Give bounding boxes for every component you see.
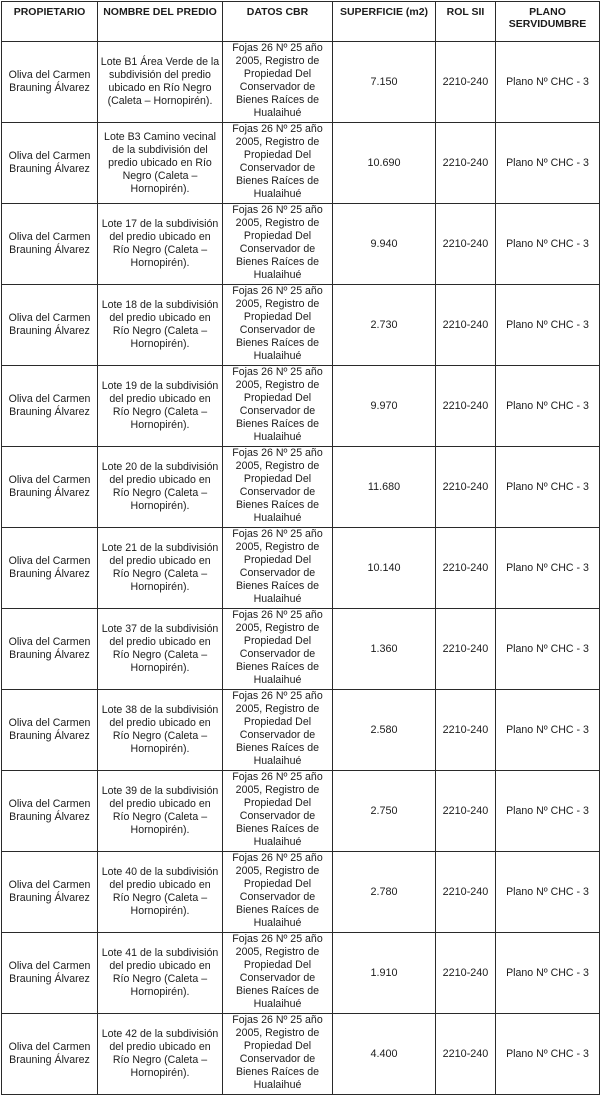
- cell-nombre-predio: Lote 37 de la subdivisión del predio ubicado en Río Negro (Caleta – Hornopirén).: [98, 609, 223, 690]
- cell-superficie: 1.910: [333, 933, 436, 1014]
- cell-nombre-predio: Lote 19 de la subdivisión del predio ubicado en Río Negro (Caleta – Hornopirén).: [98, 366, 223, 447]
- cell-rol-sii: 2210-240: [436, 42, 496, 123]
- cell-propietario: Oliva del Carmen Brauning Álvarez: [2, 1014, 98, 1095]
- cell-nombre-predio: Lote 18 de la subdivisión del predio ubicado en Río Negro (Caleta – Hornopirén).: [98, 285, 223, 366]
- cell-superficie: 9.940: [333, 204, 436, 285]
- cell-propietario: Oliva del Carmen Brauning Álvarez: [2, 690, 98, 771]
- cell-datos-cbr: Fojas 26 Nº 25 año 2005, Registro de Propiedad Del Conservador de Bienes Raíces de Hualaihué: [223, 690, 333, 771]
- cell-rol-sii: 2210-240: [436, 204, 496, 285]
- cell-rol-sii: 2210-240: [436, 285, 496, 366]
- cell-rol-sii: 2210-240: [436, 609, 496, 690]
- table-row: [2, 609, 600, 690]
- cell-nombre-predio: Lote 38 de la subdivisión del predio ubicado en Río Negro (Caleta – Hornopirén).: [98, 690, 223, 771]
- property-table: [1, 1, 600, 1095]
- cell-superficie: 7.150: [333, 42, 436, 123]
- cell-plano-servidumbre: Plano Nº CHC - 3: [496, 1014, 600, 1095]
- table-row: [2, 366, 600, 447]
- header-propietario: PROPIETARIO: [2, 2, 98, 42]
- cell-nombre-predio: Lote 17 de la subdivisión del predio ubicado en Río Negro (Caleta – Hornopirén).: [98, 204, 223, 285]
- cell-plano-servidumbre: Plano Nº CHC - 3: [496, 609, 600, 690]
- cell-plano-servidumbre: Plano Nº CHC - 3: [496, 933, 600, 1014]
- table-row: [2, 285, 600, 366]
- cell-nombre-predio: Lote 39 de la subdivisión del predio ubicado en Río Negro (Caleta – Hornopirén).: [98, 771, 223, 852]
- cell-superficie: 2.750: [333, 771, 436, 852]
- cell-propietario: Oliva del Carmen Brauning Álvarez: [2, 447, 98, 528]
- cell-datos-cbr: Fojas 26 Nº 25 año 2005, Registro de Propiedad Del Conservador de Bienes Raíces de Hualaihué: [223, 1014, 333, 1095]
- table-row: [2, 852, 600, 933]
- cell-nombre-predio: Lote 20 de la subdivisión del predio ubicado en Río Negro (Caleta – Hornopirén).: [98, 447, 223, 528]
- cell-rol-sii: 2210-240: [436, 366, 496, 447]
- cell-datos-cbr: Fojas 26 Nº 25 año 2005, Registro de Propiedad Del Conservador de Bienes Raíces de Hualaihué: [223, 852, 333, 933]
- cell-datos-cbr: Fojas 26 Nº 25 año 2005, Registro de Propiedad Del Conservador de Bienes Raíces de Hualaihué: [223, 609, 333, 690]
- cell-nombre-predio: Lote B3 Camino vecinal de la subdivisión del predio ubicado en Río Negro (Caleta – Hornopirén).: [98, 123, 223, 204]
- header-rol-sii: ROL SII: [436, 2, 496, 42]
- cell-superficie: 10.140: [333, 528, 436, 609]
- cell-datos-cbr: Fojas 26 Nº 25 año 2005, Registro de Propiedad Del Conservador de Bienes Raíces de Hualaihué: [223, 285, 333, 366]
- cell-plano-servidumbre: Plano Nº CHC - 3: [496, 42, 600, 123]
- cell-propietario: Oliva del Carmen Brauning Álvarez: [2, 933, 98, 1014]
- cell-propietario: Oliva del Carmen Brauning Álvarez: [2, 42, 98, 123]
- cell-nombre-predio: Lote 41 de la subdivisión del predio ubicado en Río Negro (Caleta – Hornopirén).: [98, 933, 223, 1014]
- table-row: [2, 42, 600, 123]
- table-row: [2, 933, 600, 1014]
- cell-superficie: 11.680: [333, 447, 436, 528]
- cell-datos-cbr: Fojas 26 Nº 25 año 2005, Registro de Propiedad Del Conservador de Bienes Raíces de Hualaihué: [223, 528, 333, 609]
- cell-superficie: 4.400: [333, 1014, 436, 1095]
- cell-superficie: 9.970: [333, 366, 436, 447]
- cell-rol-sii: 2210-240: [436, 852, 496, 933]
- header-plano-servidumbre: PLANO SERVIDUMBRE: [496, 2, 600, 42]
- cell-propietario: Oliva del Carmen Brauning Álvarez: [2, 609, 98, 690]
- cell-nombre-predio: Lote B1 Área Verde de la subdivisión del predio ubicado en Río Negro (Caleta – Hornopirén).: [98, 42, 223, 123]
- cell-plano-servidumbre: Plano Nº CHC - 3: [496, 123, 600, 204]
- cell-rol-sii: 2210-240: [436, 123, 496, 204]
- cell-rol-sii: 2210-240: [436, 447, 496, 528]
- table-row: [2, 204, 600, 285]
- cell-datos-cbr: Fojas 26 Nº 25 año 2005, Registro de Propiedad Del Conservador de Bienes Raíces de Hualaihué: [223, 447, 333, 528]
- cell-propietario: Oliva del Carmen Brauning Álvarez: [2, 204, 98, 285]
- cell-datos-cbr: Fojas 26 Nº 25 año 2005, Registro de Propiedad Del Conservador de Bienes Raíces de Hualaihué: [223, 366, 333, 447]
- cell-superficie: 1.360: [333, 609, 436, 690]
- cell-nombre-predio: Lote 42 de la subdivisión del predio ubicado en Río Negro (Caleta – Hornopirén).: [98, 1014, 223, 1095]
- cell-superficie: 2.780: [333, 852, 436, 933]
- cell-datos-cbr: Fojas 26 Nº 25 año 2005, Registro de Propiedad Del Conservador de Bienes Raíces de Hualaihué: [223, 123, 333, 204]
- cell-plano-servidumbre: Plano Nº CHC - 3: [496, 771, 600, 852]
- cell-plano-servidumbre: Plano Nº CHC - 3: [496, 447, 600, 528]
- table-row: [2, 1014, 600, 1095]
- cell-superficie: 2.580: [333, 690, 436, 771]
- header-superficie: SUPERFICIE (m2): [333, 2, 436, 42]
- table-row: [2, 123, 600, 204]
- cell-rol-sii: 2210-240: [436, 1014, 496, 1095]
- table-row: [2, 690, 600, 771]
- cell-datos-cbr: Fojas 26 Nº 25 año 2005, Registro de Propiedad Del Conservador de Bienes Raíces de Hualaihué: [223, 204, 333, 285]
- header-nombre-predio: NOMBRE DEL PREDIO: [98, 2, 223, 42]
- cell-plano-servidumbre: Plano Nº CHC - 3: [496, 528, 600, 609]
- cell-nombre-predio: Lote 40 de la subdivisión del predio ubicado en Río Negro (Caleta – Hornopirén).: [98, 852, 223, 933]
- table-header-row: [2, 2, 600, 42]
- cell-propietario: Oliva del Carmen Brauning Álvarez: [2, 285, 98, 366]
- cell-propietario: Oliva del Carmen Brauning Álvarez: [2, 852, 98, 933]
- header-datos-cbr: DATOS CBR: [223, 2, 333, 42]
- cell-plano-servidumbre: Plano Nº CHC - 3: [496, 366, 600, 447]
- cell-superficie: 2.730: [333, 285, 436, 366]
- table-row: [2, 771, 600, 852]
- cell-nombre-predio: Lote 21 de la subdivisión del predio ubicado en Río Negro (Caleta – Hornopirén).: [98, 528, 223, 609]
- cell-propietario: Oliva del Carmen Brauning Álvarez: [2, 771, 98, 852]
- cell-rol-sii: 2210-240: [436, 771, 496, 852]
- cell-propietario: Oliva del Carmen Brauning Álvarez: [2, 123, 98, 204]
- cell-superficie: 10.690: [333, 123, 436, 204]
- cell-plano-servidumbre: Plano Nº CHC - 3: [496, 204, 600, 285]
- cell-propietario: Oliva del Carmen Brauning Álvarez: [2, 366, 98, 447]
- cell-datos-cbr: Fojas 26 Nº 25 año 2005, Registro de Propiedad Del Conservador de Bienes Raíces de Hualaihué: [223, 933, 333, 1014]
- table-row: [2, 528, 600, 609]
- cell-rol-sii: 2210-240: [436, 528, 496, 609]
- cell-plano-servidumbre: Plano Nº CHC - 3: [496, 690, 600, 771]
- cell-datos-cbr: Fojas 26 Nº 25 año 2005, Registro de Propiedad Del Conservador de Bienes Raíces de Hualaihué: [223, 771, 333, 852]
- cell-plano-servidumbre: Plano Nº CHC - 3: [496, 852, 600, 933]
- table-row: [2, 447, 600, 528]
- cell-rol-sii: 2210-240: [436, 933, 496, 1014]
- cell-datos-cbr: Fojas 26 Nº 25 año 2005, Registro de Propiedad Del Conservador de Bienes Raíces de Hualaihué: [223, 42, 333, 123]
- cell-rol-sii: 2210-240: [436, 690, 496, 771]
- cell-propietario: Oliva del Carmen Brauning Álvarez: [2, 528, 98, 609]
- cell-plano-servidumbre: Plano Nº CHC - 3: [496, 285, 600, 366]
